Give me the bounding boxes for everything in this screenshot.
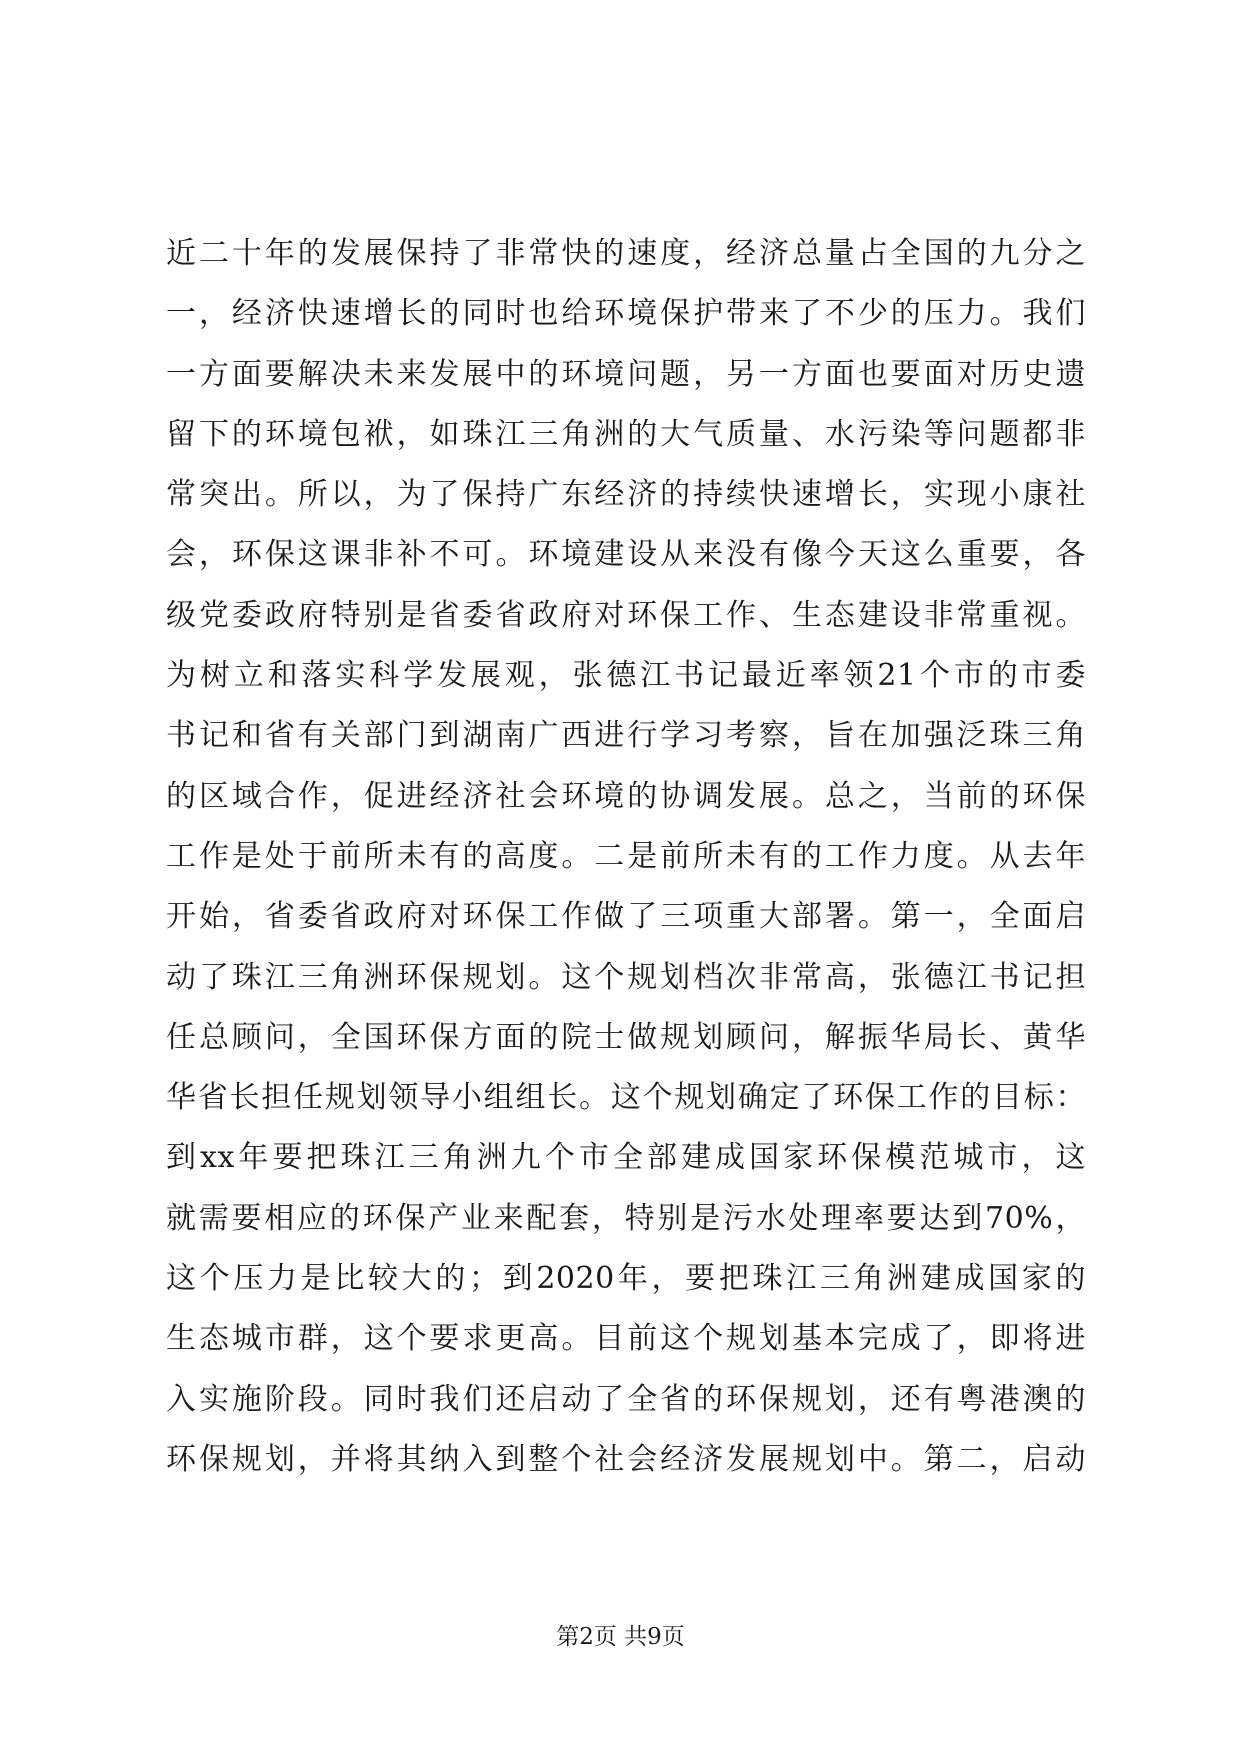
text-line: 工作是处于前所未有的高度。二是前所未有的工作力度。从去年 (166, 838, 1086, 874)
text-line: 就需要相应的环保产业来配套，特别是污水处理率要达到70%， (166, 1200, 1086, 1236)
text-line: 近二十年的发展保持了非常快的速度，经济总量占全国的九分之 (166, 236, 1086, 271)
text-line: 动了珠江三角洲环保规划。这个规划档次非常高，张德江书记担 (166, 959, 1086, 995)
text-line: 华省长担任规划领导小组组长。这个规划确定了环保工作的目标： (166, 1080, 1086, 1116)
text-line: 环保规划，并将其纳入到整个社会经济发展规划中。第二，启动 (166, 1441, 1086, 1477)
text-line: 级党委政府特别是省委省政府对环保工作、生态建设非常重视。 (166, 597, 1086, 633)
page-footer (0, 1618, 1241, 1651)
page-number: 第2页 共9页 (556, 1624, 685, 1650)
text-line: 的区域合作，促进经济社会环境的协调发展。总之，当前的环保 (166, 778, 1086, 814)
body-text (166, 224, 1086, 1490)
text-line: 会，环保这课非补不可。环境建设从来没有像今天这么重要，各 (166, 537, 1086, 573)
text-line: 到xx年要把珠江三角洲九个市全部建成国家环保模范城市，这 (166, 1140, 1086, 1176)
text-line: 书记和省有关部门到湖南广西进行学习考察，旨在加强泛珠三角 (166, 718, 1086, 754)
text-line: 入实施阶段。同时我们还启动了全省的环保规划，还有粤港澳的 (166, 1381, 1086, 1417)
text-line: 一方面要解决未来发展中的环境问题，另一方面也要面对历史遗 (166, 356, 1086, 392)
text-line: 生态城市群，这个要求更高。目前这个规划基本完成了，即将进 (166, 1321, 1086, 1357)
text-line: 为树立和落实科学发展观，张德江书记最近率领21个市的市委 (166, 658, 1086, 694)
text-line: 常突出。所以，为了保持广东经济的持续快速增长，实现小康社 (166, 477, 1086, 513)
text-line: 留下的环境包袱，如珠江三角洲的大气质量、水污染等问题都非 (166, 416, 1086, 452)
text-line: 一，经济快速增长的同时也给环境保护带来了不少的压力。我们 (166, 296, 1086, 332)
text-line: 任总顾问，全国环保方面的院士做规划顾问，解振华局长、黄华 (166, 1019, 1086, 1055)
text-line: 这个压力是比较大的；到2020年，要把珠江三角洲建成国家的 (166, 1261, 1086, 1297)
text-line: 开始，省委省政府对环保工作做了三项重大部署。第一，全面启 (166, 899, 1086, 935)
